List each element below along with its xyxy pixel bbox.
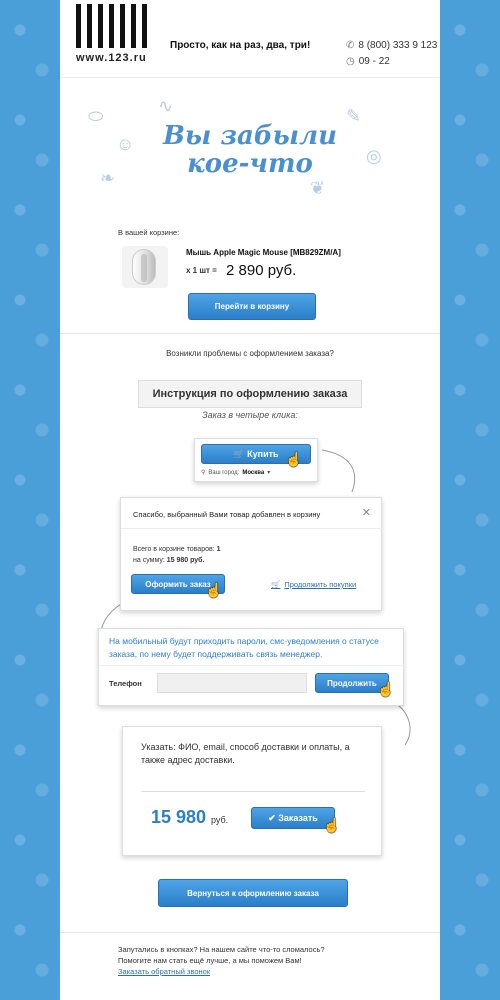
site-name[interactable]: www.123.ru (76, 52, 147, 64)
product-qty: x 1 шт = (186, 266, 217, 275)
step2-card (120, 497, 382, 611)
hero-title: Вы забыли кое-что (162, 121, 338, 179)
buy-button[interactable]: 🛒 Купить (201, 444, 311, 464)
location-icon: ⚲ (201, 470, 206, 476)
problem-text: Возникли проблемы с оформлением заказа? (166, 349, 334, 358)
instruction-subtitle: Заказ в четыре клика: (202, 410, 298, 420)
hand-cursor-icon: ☝ (205, 582, 223, 598)
return-to-checkout-button[interactable]: Вернуться к оформлению заказа (158, 879, 348, 907)
hand-cursor-icon: ☝ (323, 817, 341, 833)
divider (60, 333, 440, 334)
added-to-cart-message: Спасибо, выбранный Вами товар добавлен в корзину (133, 510, 321, 519)
cart-summary: Всего в корзине товаров: 1 на сумму: 15 980 руб. (133, 546, 221, 564)
product-price: 2 890 руб. (226, 262, 297, 279)
hours-row (346, 56, 390, 67)
phone-label: Телефон (109, 679, 142, 688)
leaf-doodle-icon: ❧ (100, 168, 116, 188)
phone-info-text: На мобильный будут приходить пароли, смс-уведомления о статусе заказа, по нему будет поддерживать связь менеджер. (109, 636, 379, 659)
step1-card (194, 438, 318, 482)
divider (121, 528, 383, 529)
step4-card (122, 726, 382, 856)
footer-line: Помогите нам стать ещё лучше, а мы поможем Вам! (118, 956, 302, 965)
cart-label: В вашей корзине: (118, 228, 180, 237)
instruction-ribbon: Инструкция по оформлению заказа (138, 380, 362, 408)
slogan: Просто, как на раз, два, три! (170, 40, 311, 51)
camera-doodle-icon: ◎ (366, 146, 382, 166)
close-icon[interactable]: ✕ (361, 507, 371, 519)
hand-cursor-icon: ☝ (285, 451, 303, 467)
cart-icon: 🛒 (271, 580, 281, 589)
callback-link[interactable]: Заказать обратный звонок (118, 967, 211, 976)
currency: руб. (211, 815, 229, 825)
step3-card (98, 628, 404, 706)
cart-icon: 🛒 (233, 448, 248, 459)
place-order-button[interactable]: ✔ Заказать (251, 807, 335, 829)
phone-input[interactable] (157, 673, 307, 693)
header (60, 0, 440, 78)
divider (99, 665, 405, 666)
order-total: 15 980 (151, 807, 207, 827)
mouse-doodle-icon: ⬭ (88, 106, 104, 126)
product-name[interactable]: Мышь Apple Magic Mouse [MB829ZM/A] (186, 248, 341, 257)
chevron-down-icon: ▾ (267, 470, 271, 476)
swirl-doodle-icon: ∿ (158, 96, 174, 116)
hero-banner (60, 86, 440, 206)
checkout-button[interactable]: Оформить заказ (131, 574, 225, 594)
right-pattern-border (440, 0, 500, 1000)
working-hours: 09 - 22 (358, 56, 390, 67)
check-icon: ✔ (268, 812, 279, 823)
footer (118, 944, 325, 977)
proceed-button[interactable]: Продолжить (315, 673, 389, 693)
divider (60, 932, 440, 933)
go-to-cart-button[interactable]: Перейти в корзину (188, 293, 316, 320)
delivery-info-text: Указать: ФИО, email, способ доставки и оплаты, а также адрес доставки. (141, 742, 350, 765)
hand-cursor-icon: ☝ (377, 681, 395, 697)
product-image[interactable] (122, 246, 168, 288)
footer-line: Запутались в кнопках? На нашем сайте что-то сломалось? (118, 945, 325, 954)
divider (141, 791, 365, 792)
left-pattern-border (0, 0, 60, 1000)
phone-number: 8 (800) 333 9 123 (358, 40, 438, 51)
logo-barcode[interactable] (76, 4, 158, 48)
city-selector[interactable]: ⚲ Ваш город: Москва ▾ (201, 469, 271, 476)
leaf-doodle-icon: ❦ (310, 178, 326, 198)
phone-row (346, 40, 437, 51)
clock-icon: ◷ (346, 56, 355, 67)
email-body (60, 0, 440, 1000)
smiley-doodle-icon: ☺ (116, 134, 135, 154)
continue-shopping-link[interactable]: 🛒 Продолжить покупки (271, 580, 357, 589)
phone-icon: ✆ (346, 40, 355, 51)
pencil-doodle-icon: ✎ (346, 106, 362, 126)
